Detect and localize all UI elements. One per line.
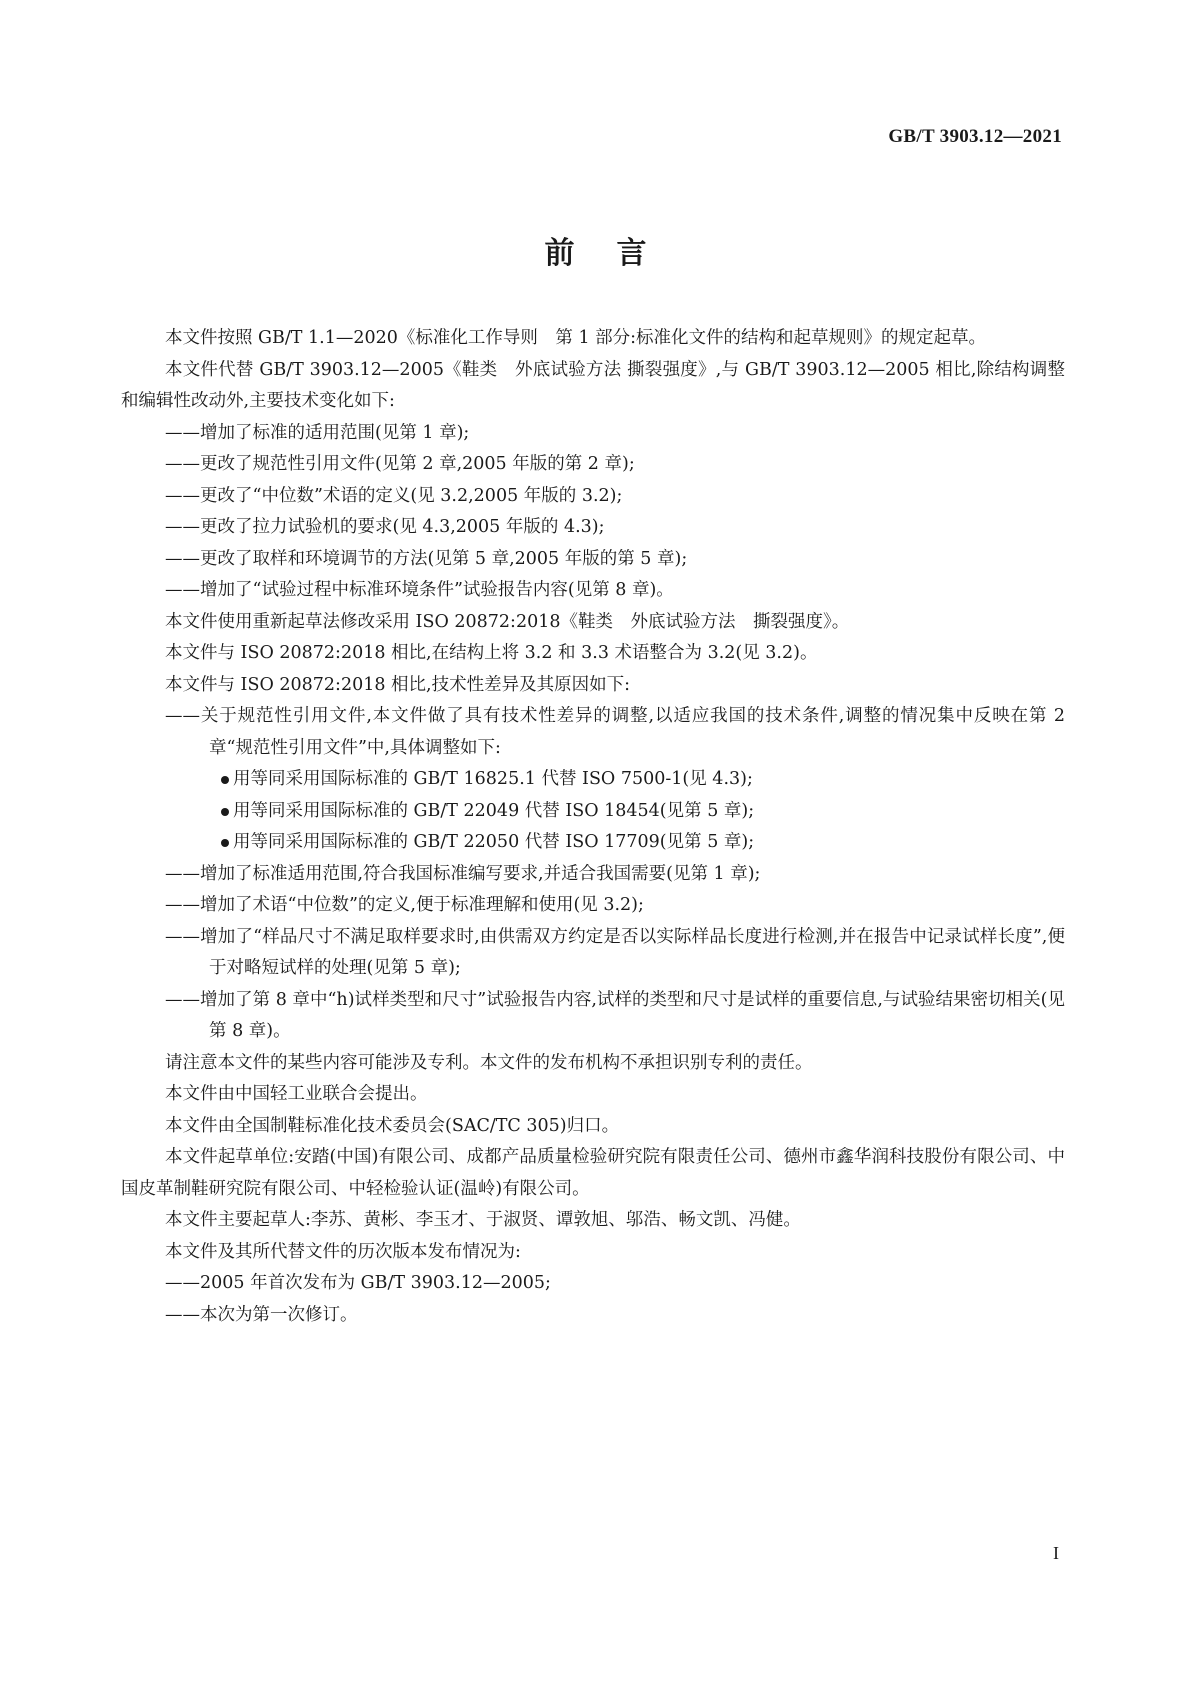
paragraph-drafting-rules: 本文件按照 GB/T 1.1—2020《标准化工作导则 第 1 部分:标准化文件的结构和起草规则》的规定起草。 (165, 328, 987, 348)
paragraph-drafters: 本文件主要起草人:李苏、黄彬、李玉才、于淑贤、谭敦旭、邬浩、畅文凯、冯健。 (165, 1210, 801, 1230)
bullet-text: 用等同采用国际标准的 GB/T 16825.1 代替 ISO 7500-1(见 4.3); (233, 769, 753, 789)
paragraph-patent-notice: 请注意本文件的某些内容可能涉及专利。本文件的发布机构不承担识别专利的责任。 (165, 1052, 813, 1073)
bullet-item (121, 796, 1065, 828)
foreword-body (121, 323, 1065, 1331)
bullet-icon (221, 776, 229, 784)
difference-item: ——增加了标准适用范围,符合我国标准编写要求,并适合我国需要(见第 1 章); (165, 863, 761, 884)
difference-item-references: ——关于规范性引用文件,本文件做了具有技术性差异的调整,以适应我国的技术条件,调整的情况集中反映在第 2 章“规范性引用文件”中,具体调整如下: (165, 706, 1065, 758)
paragraph-history-intro: 本文件及其所代替文件的历次版本发布情况为: (165, 1241, 521, 1262)
difference-item: ——增加了“样品尺寸不满足取样要求时,由供需双方约定是否以实际样品长度进行检测,并在报告中记录试样长度”,便于对略短试样的处理(见第 5 章); (165, 926, 1065, 978)
page-title: 前言 (544, 236, 689, 271)
paragraph-adoption: 本文件使用重新起草法修改采用 ISO 20872:2018《鞋类 外底试验方法 撕裂强度》。 (165, 611, 850, 632)
bullet-text: 用等同采用国际标准的 GB/T 22050 代替 ISO 17709(见第 5 章); (233, 832, 755, 852)
paragraph-proposer: 本文件由中国轻工业联合会提出。 (165, 1084, 428, 1104)
bullet-text: 用等同采用国际标准的 GB/T 22049 代替 ISO 18454(见第 5 章); (233, 800, 755, 821)
page-number: I (1053, 1543, 1059, 1563)
change-item: ——更改了“中位数”术语的定义(见 3.2,2005 年版的 3.2); (165, 485, 623, 506)
history-item: ——本次为第一次修订。 (165, 1304, 358, 1325)
standard-code: GB/T 3903.12—2021 (888, 126, 1062, 147)
paragraph-drafting-units: 本文件起草单位:安踏(中国)有限公司、成都产品质量检验研究院有限责任公司、德州市鑫华润科技股份有限公司、中国皮革制鞋研究院有限公司、中轻检验认证(温岭)有限公司。 (121, 1147, 1065, 1199)
change-item: ——增加了“试验过程中标准环境条件”试验报告内容(见第 8 章)。 (165, 580, 674, 600)
difference-item: ——增加了术语“中位数”的定义,便于标准理解和使用(见 3.2); (165, 895, 644, 915)
bullet-item (121, 827, 1065, 859)
bullet-item (121, 764, 1065, 796)
paragraph-differences: 本文件与 ISO 20872:2018 相比,技术性差异及其原因如下: (165, 674, 630, 695)
bullet-icon (221, 839, 229, 847)
paragraph-committee: 本文件由全国制鞋标准化技术委员会(SAC/TC 305)归口。 (165, 1115, 620, 1136)
change-item: ——更改了拉力试验机的要求(见 4.3,2005 年版的 4.3); (165, 517, 605, 537)
change-item: ——更改了规范性引用文件(见第 2 章,2005 年版的第 2 章); (165, 454, 635, 474)
change-item: ——更改了取样和环境调节的方法(见第 5 章,2005 年版的第 5 章); (165, 548, 688, 569)
difference-item: ——增加了第 8 章中“h)试样类型和尺寸”试验报告内容,试样的类型和尺寸是试样的重要信息,与试验结果密切相关(见第 8 章)。 (165, 989, 1065, 1041)
bullet-icon (221, 808, 229, 816)
paragraph-replaces: 本文件代替 GB/T 3903.12—2005《鞋类 外底试验方法 撕裂强度》,与 GB/T 3903.12—2005 相比,除结构调整和编辑性改动外,主要技术变化如下: (121, 359, 1065, 411)
change-item: ——增加了标准的适用范围(见第 1 章); (165, 422, 470, 443)
paragraph-structure: 本文件与 ISO 20872:2018 相比,在结构上将 3.2 和 3.3 术语整合为 3.2(见 3.2)。 (165, 643, 818, 663)
history-item: ——2005 年首次发布为 GB/T 3903.12—2005; (165, 1273, 551, 1293)
